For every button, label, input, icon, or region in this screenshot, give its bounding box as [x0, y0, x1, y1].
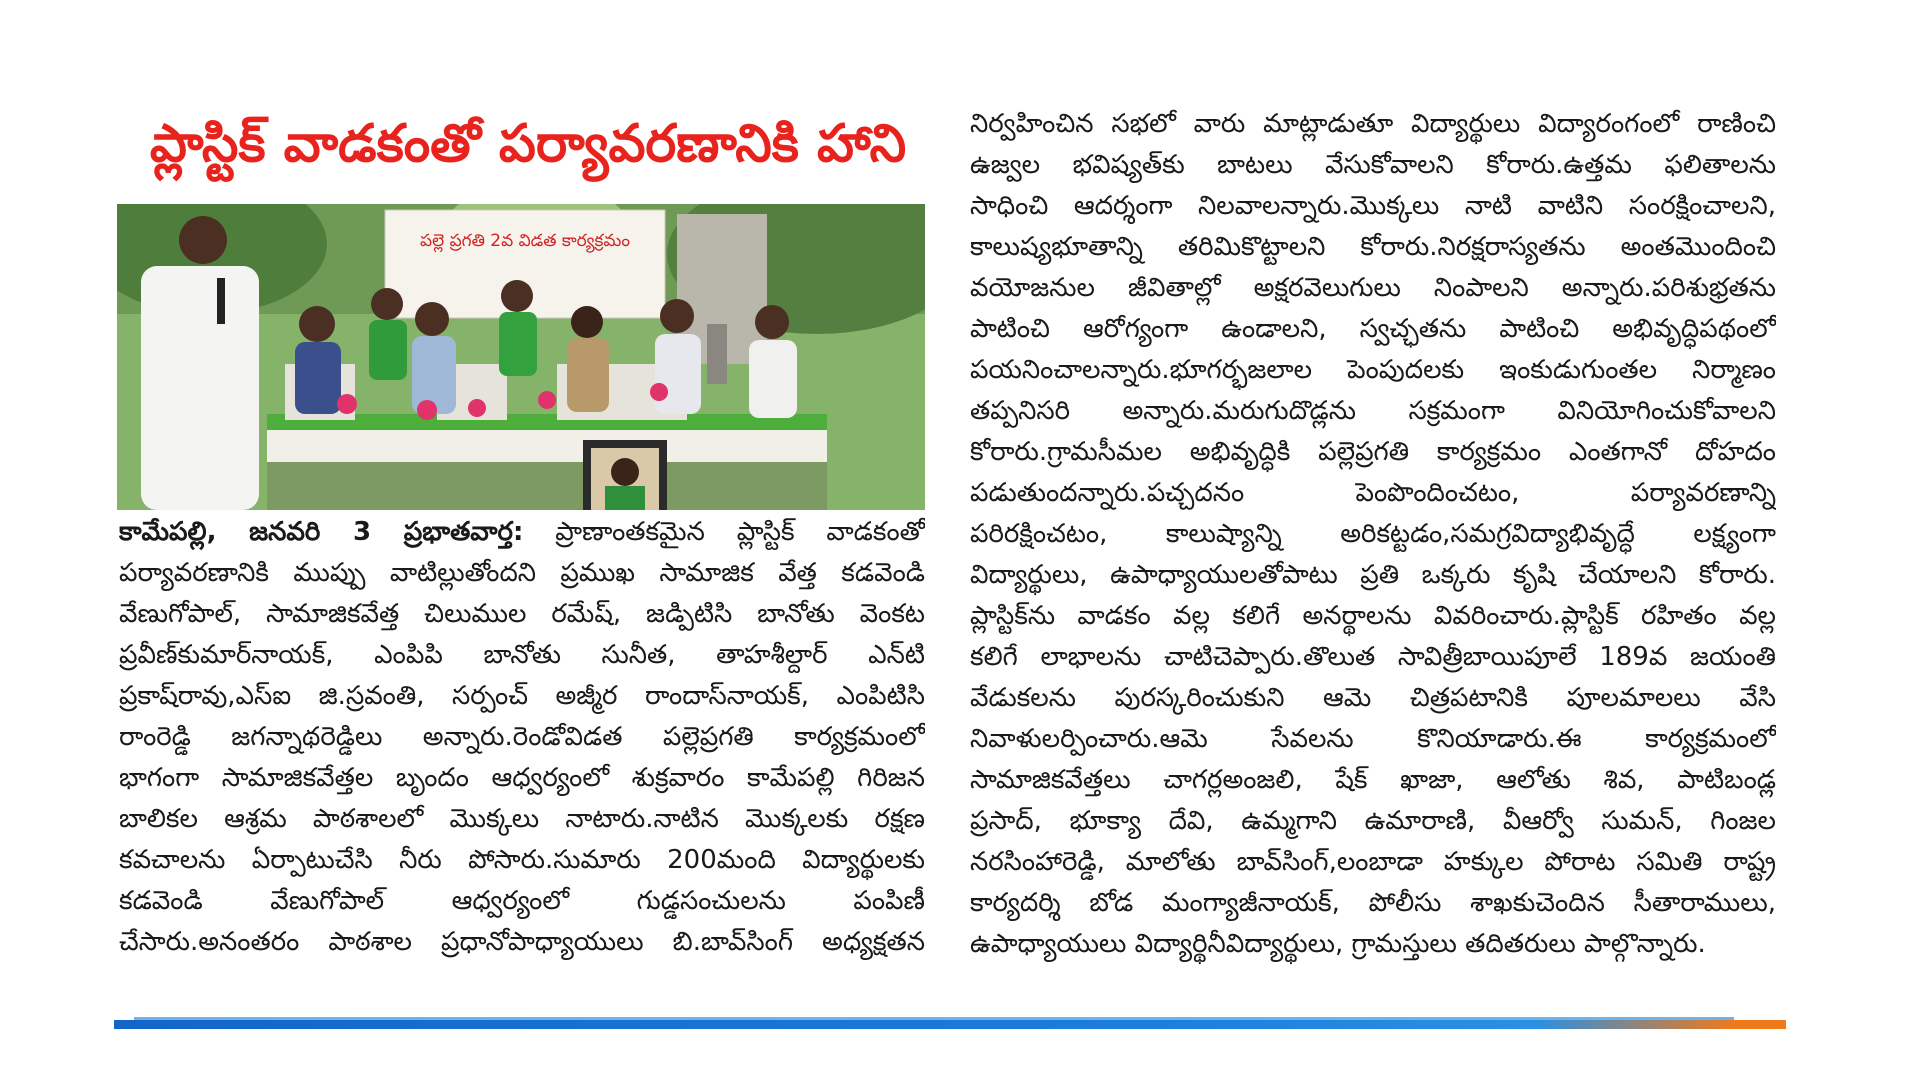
body-line: కడవెండి వేణుగోపాల్ ఆధ్వర్యంలో గుడ్డసంచులను పంపిణీ — [119, 886, 925, 916]
right-column — [970, 104, 1776, 965]
portrait-frame — [583, 440, 667, 510]
body-line: ప్రవీణ్‌కుమార్‌నాయక్, ఎంపిపి బానోతు సునీత, తాహశీల్దార్ ఎన్‌టి — [119, 640, 925, 670]
body-line: నరసింహారెడ్డి, మాలోతు బావ్‌సింగ్,లంబాడా హక్కుల పోరాట సమితి రాష్ట్ర — [970, 847, 1776, 877]
first-line — [119, 512, 925, 553]
body-line: వేడుకలను పురస్కరించుకుని ఆమె చిత్రపటానికి పూలమాలలు వేసి — [970, 683, 1776, 713]
body-line: ఉజ్వల భవిష్యత్‌కు బాటలు వేసుకోవాలని కోరారు.ఉత్తమ ఫలితాలను — [970, 150, 1776, 180]
body-line: కలిగే లాభాలను చాటిచెప్పారు.తొలుత సావిత్రీబాయిపూలే 189వ జయంతి — [970, 642, 1776, 672]
body-line: కవచాలను ఏర్పాటుచేసి నీరు పోసారు.సుమారు 200మంది విద్యార్థులకు — [119, 845, 925, 875]
body-line: ఉపాధ్యాయులు విద్యార్థినీవిద్యార్థులు, గ్రామస్తులు తదితరులు పాల్గొన్నారు. — [970, 929, 1706, 959]
body-line: నివాళులర్పించారు.ఆమె సేవలను కొనియాడారు.ఈ కార్యక్రమంలో — [970, 724, 1776, 754]
body-line: కార్యదర్శి బోడ మంగ్యాజీనాయక్, పోలీసు శాఖకుచెందిన సీతారాములు, — [970, 888, 1776, 918]
banner-text: పల్లె ప్రగతి 2వ విడత కార్యక్రమం — [420, 231, 630, 251]
body-line: నిర్వహించిన సభలో వారు మాట్లాడుతూ విద్యార్థులు విద్యారంగంలో రాణించి — [970, 109, 1776, 139]
article-headline: ప్లాస్టిక్ వాడకంతో పర్యావరణానికి హాని — [149, 114, 907, 174]
footer-rule — [114, 1020, 1786, 1029]
body-line: సాధించి ఆదర్శంగా నిలవాలన్నారు.మొక్కలు నాటి వాటిని సంరక్షించాలని, — [970, 191, 1776, 221]
body-line: వేణుగోపాల్, సామాజికవేత్త చిలుముల రమేష్, జడ్పిటిసి బానోతు వెంకట — [119, 599, 925, 629]
body-line: ప్రసాద్, భూక్యా దేవి, ఉమ్మగాని ఉమారాణి, వీఆర్వో సుమన్, గింజల — [970, 806, 1776, 836]
body-line: పడుతుందన్నారు.పచ్చదనం పెంపొందించటం, పర్యావరణాన్ని — [970, 478, 1776, 508]
body-line: పరిరక్షించటం, కాలుష్యాన్ని అరికట్టడం,సమగ్రవిద్యాభివృద్ధే లక్ష్యంగా — [970, 519, 1776, 549]
body-line: పర్యావరణానికి ముప్పు వాటిల్లుతోందని ప్రముఖ సామాజిక వేత్త కడవెండి — [119, 558, 925, 588]
body-line: రాంరెడ్డి జగన్నాథరెడ్డిలు అన్నారు.రెండోవిడత పల్లెప్రగతి కార్యక్రమంలో — [119, 722, 925, 752]
body-line: పయనించాలన్నారు.భూగర్భజలాల పెంపుదలకు ఇంకుడుగుంతల నిర్మాణం — [970, 355, 1776, 385]
first-line-text: ప్రాణాంతకమైన ప్లాస్టిక్ వాడకంతో — [555, 517, 925, 547]
event-photo — [117, 204, 925, 510]
body-line: ప్రకాష్‌రావు,ఎస్ఐ జి.స్రవంతి, సర్పంచ్ అజ్మీర రాందాస్‌నాయక్, ఎంపిటిసి — [119, 681, 925, 711]
body-line: బాలికల ఆశ్రమ పాఠశాలలో మొక్కలు నాటారు.నాటిన మొక్కలకు రక్షణ — [119, 804, 925, 834]
body-line: ప్లాస్టిక్‌ను వాడకం వల్ల కలిగే అనర్థాలను వివరించారు.ప్లాస్టిక్ రహితం వల్ల — [970, 601, 1776, 631]
left-column — [119, 512, 925, 963]
body-line: భాగంగా సామాజికవేత్తల బృందం ఆధ్వర్యంలో శుక్రవారం కామేపల్లి గిరిజన — [119, 763, 925, 793]
body-line: వయోజనుల జీవితాల్లో అక్షరవెలుగులు నింపాలని అన్నారు.పరిశుభ్రతను — [970, 273, 1776, 303]
body-line: చేసారు.అనంతరం పాఠశాల ప్రధానోపాధ్యాయులు బి.బావ్‌సింగ్ అధ్యక్షతన — [119, 927, 925, 957]
body-line: పాటించి ఆరోగ్యంగా ఉండాలని, స్వచ్ఛతను పాటించి అభివృద్ధిపథంలో — [970, 314, 1776, 344]
body-line: తప్పనిసరి అన్నారు.మరుగుదొడ్లను సక్రమంగా వినియోగించుకోవాలని — [970, 396, 1776, 426]
body-line: సామాజికవేత్తలు చాగర్లఅంజలి, షేక్ ఖాజా, ఆలోతు శివ, పాటిబండ్ల — [970, 765, 1776, 795]
body-line: కోరారు.గ్రామసీమల అభివృద్ధికి పల్లెప్రగతి కార్యక్రమం ఎంతగానో దోహదం — [970, 437, 1776, 467]
body-line: కాలుష్యభూతాన్ని తరిమికొట్టాలని కోరారు.నిరక్షరాస్యతను అంతమొందించి — [970, 232, 1776, 262]
body-line: విద్యార్థులు, ఉపాధ్యాయులతోపాటు ప్రతి ఒక్కరు కృషి చేయాలని కోరారు. — [970, 560, 1776, 590]
dateline: కామేపల్లి, జనవరి 3 ప్రభాతవార్త: — [119, 517, 524, 547]
